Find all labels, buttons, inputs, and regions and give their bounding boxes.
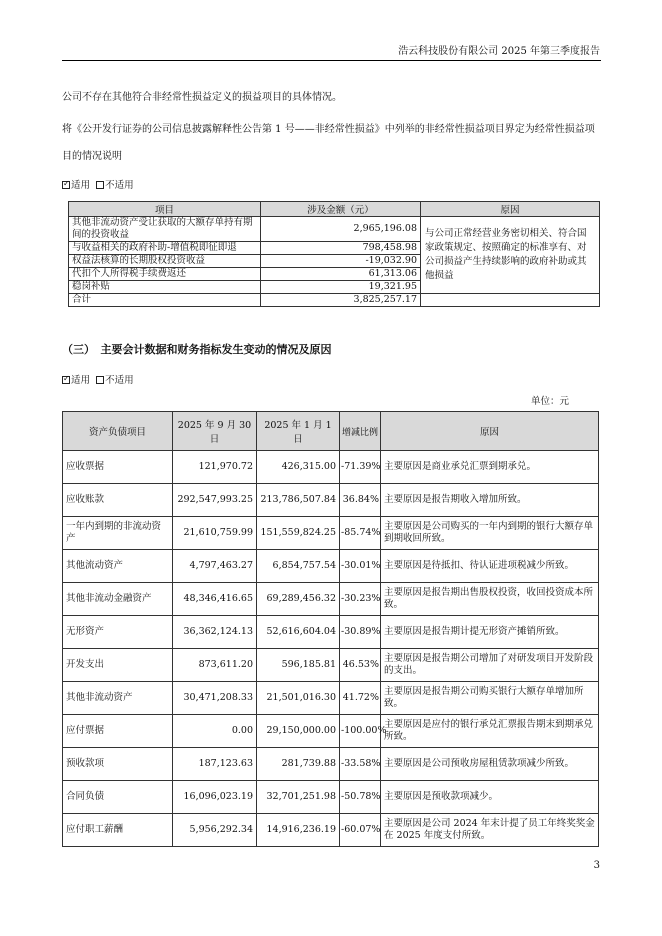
applicability-check-1 <box>62 177 134 191</box>
row-reason: 主要原因是报告期公司购买银行大额存单增加所致。 <box>381 682 599 715</box>
header-reason: 原因 <box>381 412 599 451</box>
empty-cell <box>421 294 600 307</box>
applicable-label: 适用 <box>71 180 91 191</box>
row-end-value: 16,096,023.19 <box>173 781 257 814</box>
row-item: 权益法核算的长期股权投资收益 <box>69 255 261 268</box>
unchecked-box-icon[interactable] <box>96 181 104 189</box>
not-applicable-label: 不适用 <box>105 180 134 191</box>
applicable-label: 适用 <box>71 375 91 386</box>
row-item: 其他流动资产 <box>63 550 173 583</box>
header-rule <box>62 60 601 61</box>
row-reason: 主要原因是商业承兑汇票到期承兑。 <box>381 451 599 484</box>
total-label: 合计 <box>69 294 261 307</box>
intro-line-1: 公司不存在其他符合非经常性损益定义的损益项目的具体情况。 <box>62 92 342 103</box>
row-reason: 主要原因是公司预收房屋租赁款项减少所致。 <box>381 748 599 781</box>
page-header: 浩云科技股份有限公司 2025 年第三季度报告 <box>398 46 600 57</box>
header-reason: 原因 <box>421 202 600 217</box>
not-applicable-label: 不适用 <box>105 375 134 386</box>
row-change: -30.23% <box>340 583 381 616</box>
row-start-value: 151,559,824.25 <box>257 517 340 550</box>
table-header-row <box>69 202 600 217</box>
row-item: 开发支出 <box>63 649 173 682</box>
table-row <box>63 814 599 847</box>
row-change: 46.53% <box>340 649 381 682</box>
row-change: -30.01% <box>340 550 381 583</box>
table-row <box>63 649 599 682</box>
row-end-value: 4,797,463.27 <box>173 550 257 583</box>
table-row <box>63 550 599 583</box>
table-row <box>63 451 599 484</box>
row-change: -100.00% <box>340 715 381 748</box>
row-start-value: 213,786,507.84 <box>257 484 340 517</box>
header-item: 项目 <box>69 202 261 217</box>
row-amount: 2,965,196.08 <box>261 217 421 242</box>
unchecked-box-icon[interactable] <box>96 376 104 384</box>
table-row <box>63 715 599 748</box>
row-amount: -19,032.90 <box>261 255 421 268</box>
total-amount: 3,825,257.17 <box>261 294 421 307</box>
header-start: 2025 年 1 月 1 日 <box>257 412 340 451</box>
page-number: 3 <box>593 860 600 871</box>
header-change: 增减比例 <box>340 412 381 451</box>
unit-label: 单位：元 <box>530 396 569 407</box>
row-item: 无形资产 <box>63 616 173 649</box>
row-reason: 主要原因是公司购买的一年内到期的银行大额存单到期收回所致。 <box>381 517 599 550</box>
row-end-value: 873,611.20 <box>173 649 257 682</box>
table-row <box>63 748 599 781</box>
row-reason: 主要原因是报告期公司增加了对研发项目开发阶段的支出。 <box>381 649 599 682</box>
row-end-value: 0.00 <box>173 715 257 748</box>
checked-box-icon[interactable] <box>62 376 70 384</box>
row-item: 应付职工薪酬 <box>63 814 173 847</box>
row-change: -33.58% <box>340 748 381 781</box>
section-title: （三） 主要会计数据和财务指标发生变动的情况及原因 <box>62 343 332 356</box>
table-row <box>63 484 599 517</box>
row-start-value: 6,854,757.54 <box>257 550 340 583</box>
checked-box-icon[interactable] <box>62 181 70 189</box>
row-end-value: 30,471,208.33 <box>173 682 257 715</box>
row-item: 应付票据 <box>63 715 173 748</box>
row-item: 合同负债 <box>63 781 173 814</box>
row-end-value: 5,956,292.34 <box>173 814 257 847</box>
row-reason: 主要原因是报告期计提无形资产摊销所致。 <box>381 616 599 649</box>
non-recurring-table <box>68 201 600 307</box>
row-change: -30.89% <box>340 616 381 649</box>
row-reason: 主要原因是待抵扣、待认证进项税减少所致。 <box>381 550 599 583</box>
row-item: 与收益相关的政府补助-增值税即征即退 <box>69 242 261 255</box>
row-start-value: 14,916,236.19 <box>257 814 340 847</box>
row-start-value: 21,501,016.30 <box>257 682 340 715</box>
row-item: 预收款项 <box>63 748 173 781</box>
applicability-check-2 <box>62 372 134 386</box>
row-end-value: 21,610,759.99 <box>173 517 257 550</box>
row-item: 其他非流动资产 <box>63 682 173 715</box>
row-item: 一年内到期的非流动资产 <box>63 517 173 550</box>
header-amount: 涉及金额（元） <box>261 202 421 217</box>
row-reason: 主要原因是报告期出售股权投资，收回投资成本所致。 <box>381 583 599 616</box>
table-total-row <box>69 294 600 307</box>
reason-cell: 与公司正常经营业务密切相关、符合国家政策规定、按照确定的标准享有、对公司损益产生持续影响的政府补助或其他损益 <box>421 217 600 294</box>
row-item: 其他非流动资产受让获取的大额存单持有期间的投资收益 <box>69 217 261 242</box>
row-start-value: 29,150,000.00 <box>257 715 340 748</box>
row-start-value: 52,616,604.04 <box>257 616 340 649</box>
row-item: 稳岗补贴 <box>69 281 261 294</box>
row-reason: 主要原因是报告期收入增加所致。 <box>381 484 599 517</box>
row-change: -71.39% <box>340 451 381 484</box>
header-item: 资产负债项目 <box>63 412 173 451</box>
table-row <box>63 583 599 616</box>
row-start-value: 596,185.81 <box>257 649 340 682</box>
balance-change-table <box>62 411 599 847</box>
intro-line-2: 将《公开发行证券的公司信息披露解释性公告第 1 号——非经常性损益》中列举的非经常性损益项目界定为经常性损益项 <box>62 124 595 135</box>
row-end-value: 292,547,993.25 <box>173 484 257 517</box>
row-end-value: 187,123.63 <box>173 748 257 781</box>
row-change: 41.72% <box>340 682 381 715</box>
intro-line-3: 目的情况说明 <box>62 151 122 162</box>
row-amount: 798,458.98 <box>261 242 421 255</box>
row-change: -50.78% <box>340 781 381 814</box>
row-start-value: 69,289,456.32 <box>257 583 340 616</box>
row-item: 应收账款 <box>63 484 173 517</box>
row-start-value: 426,315.00 <box>257 451 340 484</box>
row-change: -60.07% <box>340 814 381 847</box>
row-change: 36.84% <box>340 484 381 517</box>
row-reason: 主要原因是应付的银行承兑汇票报告期末到期承兑所致。 <box>381 715 599 748</box>
row-end-value: 36,362,124.13 <box>173 616 257 649</box>
row-reason: 主要原因是公司 2024 年末计提了员工年终奖奖金在 2025 年度支付所致。 <box>381 814 599 847</box>
table-row <box>63 616 599 649</box>
table-row <box>69 217 600 242</box>
row-item: 其他非流动金融资产 <box>63 583 173 616</box>
table-row <box>63 781 599 814</box>
row-amount: 19,321.95 <box>261 281 421 294</box>
row-start-value: 281,739.88 <box>257 748 340 781</box>
table-row <box>63 517 599 550</box>
row-reason: 主要原因是预收款项减少。 <box>381 781 599 814</box>
header-end: 2025 年 9 月 30 日 <box>173 412 257 451</box>
row-item: 代扣个人所得税手续费返还 <box>69 268 261 281</box>
table-header-row <box>63 412 599 451</box>
row-amount: 61,313.06 <box>261 268 421 281</box>
table-row <box>63 682 599 715</box>
row-item: 应收票据 <box>63 451 173 484</box>
row-change: -85.74% <box>340 517 381 550</box>
row-start-value: 32,701,251.98 <box>257 781 340 814</box>
row-end-value: 48,346,416.65 <box>173 583 257 616</box>
row-end-value: 121,970.72 <box>173 451 257 484</box>
